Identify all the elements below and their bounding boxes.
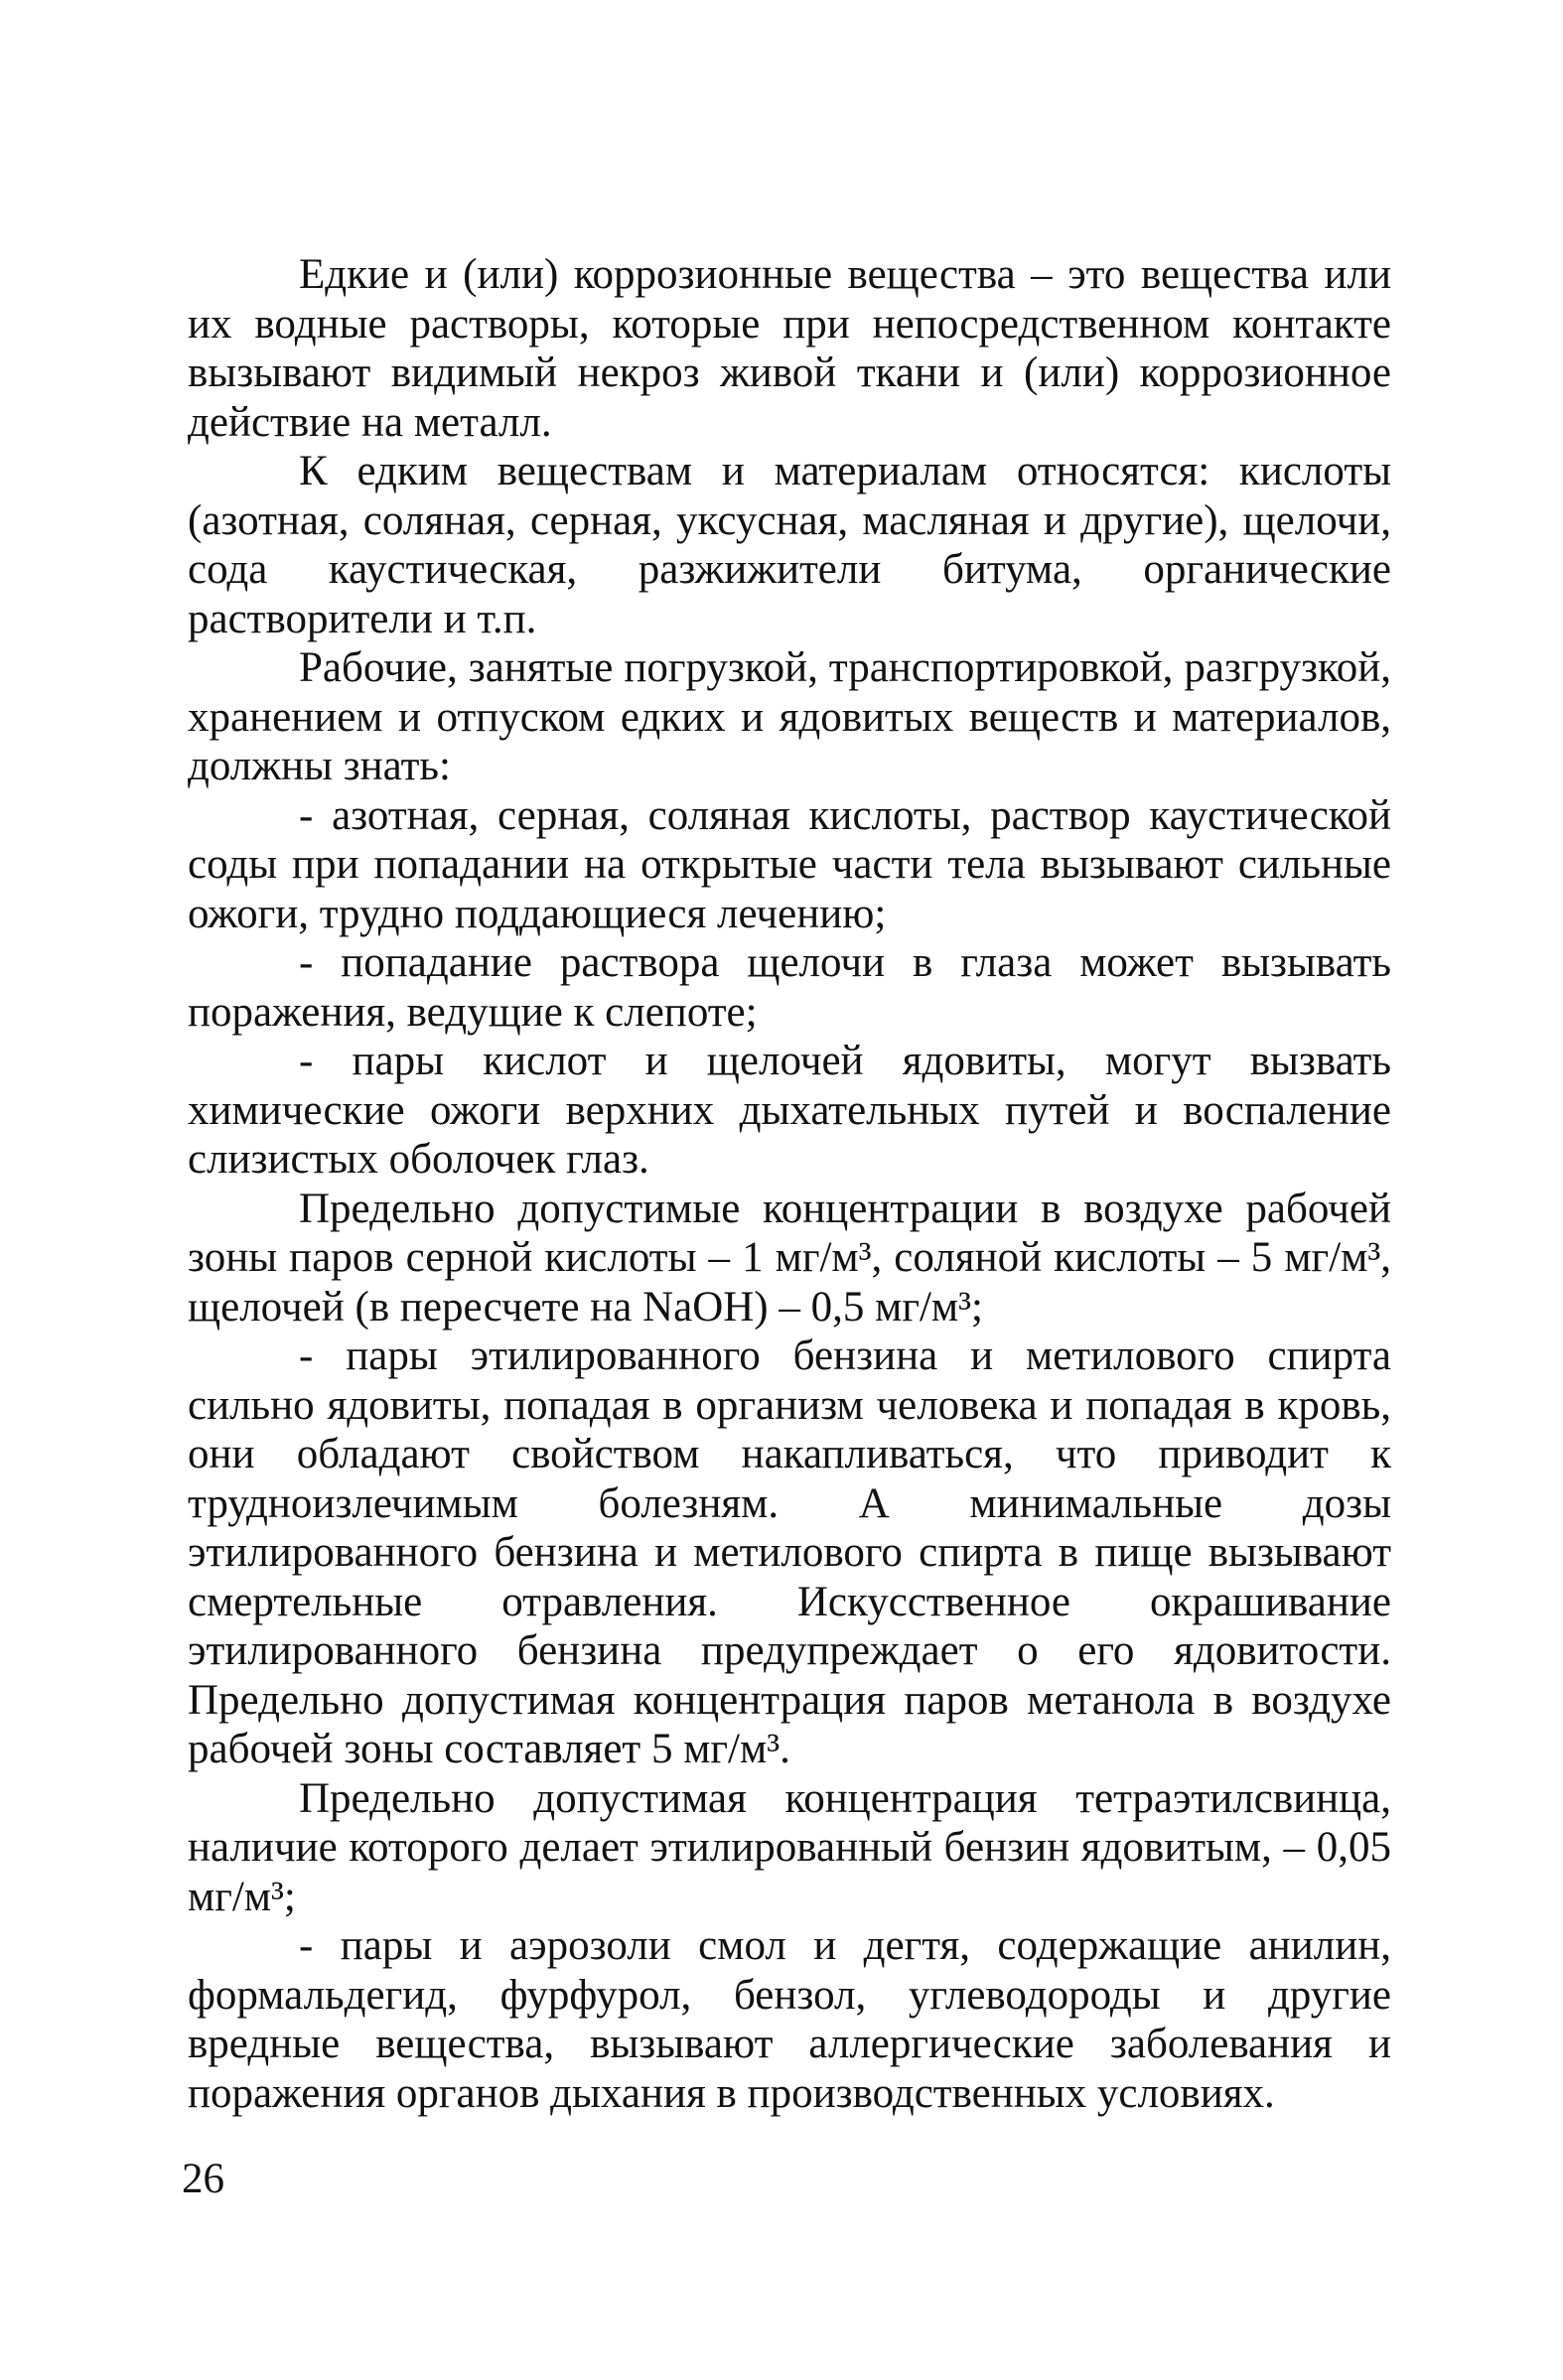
paragraph-leaded-gasoline-methanol: - пары этилированного бензина и метилового спирта сильно ядовиты, попадая в организм человека и попадая в кровь, они обладают свойством накапливаться, что приводит к трудноизлечимым болезням. А минимальные дозы этилированного бензина и метилового спирта в пище вызывают смертельные отравления. Искусственное окрашивание этилированного бензина предупреждает о его ядовитости. Предельно допустимая концентрация паров метанола в воздухе рабочей зоны составляет 5 мг/м³. <box>188 1332 1391 1772</box>
paragraph-corrosive-materials-list: К едким веществам и материалам относятся: кислоты (азотная, соляная, серная, уксусная, масляная и другие), щелочи, сода каустическая, разжижители битума, органические растворители и т.п. <box>188 448 1391 642</box>
paragraph-vapors-toxic: - пары кислот и щелочей ядовиты, могут вызвать химические ожоги верхних дыхательных путей и воспаление слизистых оболочек глаз. <box>188 1038 1391 1183</box>
paragraph-max-concentrations: Предельно допустимые концентрации в воздухе рабочей зоны паров серной кислоты – 1 мг/м³, соляной кислоты – 5 мг/м³, щелочей (в пересчете на NaOH) – 0,5 мг/м³; <box>188 1185 1391 1330</box>
paragraph-tetraethyllead: Предельно допустимая концентрация тетраэтилсвинца, наличие которого делает этилированный бензин ядовитым, – 0,05 мг/м³; <box>188 1774 1391 1920</box>
page-number: 26 <box>182 2156 224 2202</box>
paragraph-corrosive-definition: Едкие и (или) коррозионные вещества – это вещества или их водные растворы, которые при непосредственном контакте вызывают видимый некроз живой ткани и (или) коррозионное действие на металл. <box>188 251 1391 446</box>
paragraph-resin-tar-aerosols: - пары и аэрозоли смол и дегтя, содержащие анилин, формальдегид, фурфурол, бензол, углеводороды и другие вредные вещества, вызывают аллергические заболевания и поражения органов дыхания в производственных условиях. <box>188 1922 1391 2117</box>
page-body <box>188 250 1391 2118</box>
paragraph-alkali-eyes: - попадание раствора щелочи в глаза может вызывать поражения, ведущие к слепоте; <box>188 939 1391 1036</box>
paragraph-workers-must-know: Рабочие, занятые погрузкой, транспортировкой, разгрузкой, хранением и отпуском едких и ядовитых веществ и материалов, должны знать: <box>188 644 1391 789</box>
paragraph-acids-burns: - азотная, серная, соляная кислоты, раствор каустической соды при попадании на открытые части тела вызывают сильные ожоги, трудно поддающиеся лечению; <box>188 791 1391 937</box>
